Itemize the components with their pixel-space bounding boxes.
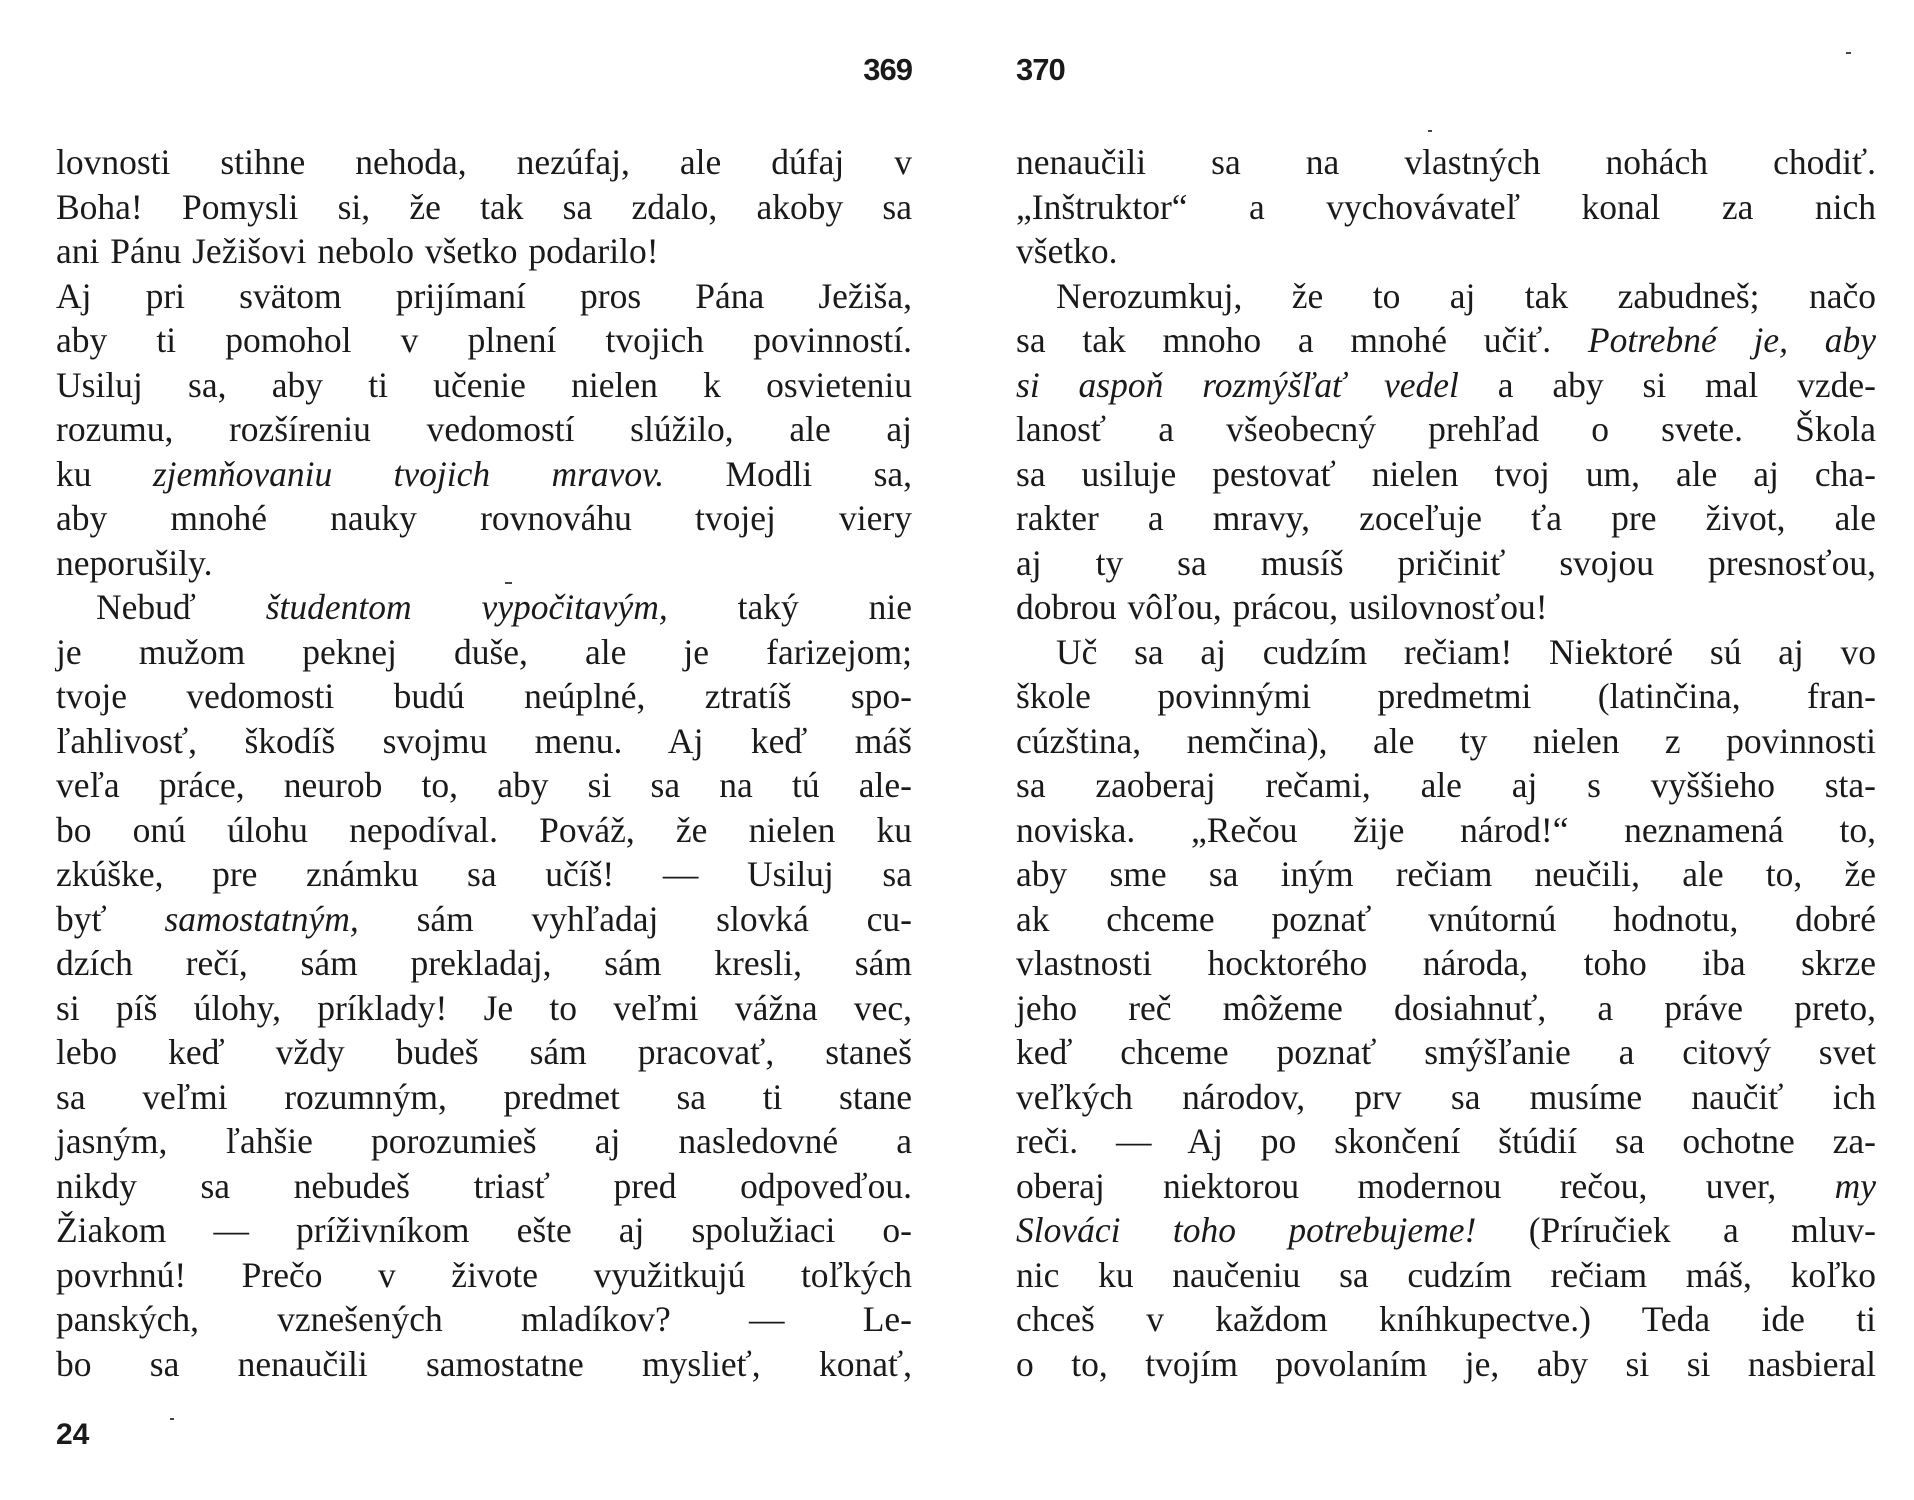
italic-phrase: Slováci toho potrebujeme! [1016, 1210, 1477, 1250]
paragraph-start-line: Uč sa aj cudzím rečiam! Niektoré sú aj vo [1056, 631, 1876, 672]
text-line: o to, tvojím povolaním je, aby si si nasbieral [1016, 1343, 1876, 1384]
printer-signature-mark: 24 [56, 1418, 90, 1451]
text-fragment: sa tak mnoho a mnohé učiť. [1016, 320, 1588, 360]
page-number-right: 370 [1016, 52, 1065, 87]
text-line: lebo keď vždy budeš sám pracovať, staneš [56, 1032, 912, 1072]
text-fragment: byť [56, 898, 165, 939]
text-line: sa veľmi rozumným, predmet sa ti stane [56, 1076, 912, 1117]
text-line: vlastnosti hocktorého národa, toho iba skrze [1016, 943, 1876, 983]
text-line: ľahlivosť, škodíš svojmu menu. Aj keď máš [56, 720, 912, 761]
text-line: tvoje vedomosti budú neúplné, ztratíš spo- [56, 676, 912, 716]
text-line: Usiluj sa, aby ti učenie nielen k osvieteniu [56, 364, 912, 405]
text-line: aj ty sa musíš pričiniť svojou presnosťou, [1016, 542, 1876, 583]
text-line [1016, 363, 1876, 408]
text-line: aby mnohé nauky rovnováhu tvojej viery [56, 498, 912, 538]
print-speck [170, 1418, 174, 1420]
text-line: Aj pri svätom prijímaní pros Pána Ježiša, [56, 275, 912, 316]
text-line: jasným, ľahšie porozumieš aj nasledovné a [56, 1121, 912, 1161]
text-line [56, 452, 912, 497]
italic-phrase: zjemňovaniu tvojich mravov. [152, 453, 665, 494]
left-page [56, 0, 912, 1500]
text-line: lanosť a všeobecný prehľad o svete. Škola [1016, 409, 1876, 449]
text-line: zkúške, pre známku sa učíš! — Usiluj sa [56, 854, 912, 894]
text-line: všetko. [1016, 231, 1118, 271]
text-line: nikdy sa nebudeš triasť pred odpoveďou. [56, 1165, 912, 1206]
text-fragment: Modli sa, [664, 453, 913, 494]
text-line: ak chceme poznať vnútornú hodnotu, dobré [1016, 898, 1876, 939]
text-line: rozumu, rozšíreniu vedomostí slúžilo, ale aj [56, 409, 912, 449]
text-line: veľa práce, neurob to, aby si sa na tú ale- [56, 765, 912, 805]
text-line: dobrou vôľou, prácou, usilovnosťou! [1016, 587, 1548, 627]
text-line: jeho reč môžeme dosiahnuť, a práve preto, [1016, 987, 1876, 1028]
text-line: reči. — Aj po skončení štúdií sa ochotne za- [1016, 1121, 1876, 1161]
text-line: Žiakom — príživníkom ešte aj spolužiaci o- [56, 1210, 912, 1250]
text-line: noviska. „Rečou žije národ!“ neznamená to, [1016, 809, 1876, 850]
text-line: veľkých národov, prv sa musíme naučiť ich [1016, 1076, 1876, 1117]
text-line: panských, vznešených mladíkov? — Le- [56, 1299, 912, 1339]
paragraph-start-line: Nerozumkuj, že to aj tak zabudneš; načo [1056, 275, 1876, 316]
print-speck [1428, 130, 1432, 132]
text-fragment: ku [56, 453, 153, 494]
text-fragment: (Príručiek a mluv- [1476, 1210, 1876, 1250]
text-line: nenaučili sa na vlastných nohách chodiť. [1016, 142, 1876, 182]
print-speck [1846, 52, 1851, 54]
text-line: lovnosti stihne nehoda, nezúfaj, ale dúfaj v [56, 142, 912, 182]
text-line: chceš v každom kníhkupectve.) Teda ide ti [1016, 1299, 1876, 1339]
text-fragment: taký nie [667, 587, 912, 627]
text-line: sa zaoberaj rečami, ale aj s vyššieho sta- [1016, 765, 1876, 805]
text-line: Boha! Pomysli si, že tak sa zdalo, akoby sa [56, 186, 912, 227]
text-line: „Inštruktor“ a vychovávateľ konal za nich [1016, 186, 1876, 227]
text-line: bo onú úlohu nepodíval. Pováž, že nielen ku [56, 809, 912, 850]
text-line: škole povinnými predmetmi (latinčina, fran- [1016, 676, 1876, 716]
text-fragment: a aby si mal vzde- [1458, 364, 1876, 405]
text-line: nic ku naučeniu sa cudzím rečiam máš, koľko [1016, 1254, 1876, 1295]
right-page [1016, 0, 1876, 1500]
right-page-body [1016, 140, 1876, 1386]
italic-phrase: si aspoň rozmýšľať vedel [1016, 364, 1459, 405]
text-line: keď chceme poznať smýšľanie a citový svet [1016, 1032, 1876, 1072]
text-line: si píš úlohy, príklady! Je to veľmi vážna vec, [56, 987, 912, 1028]
italic-phrase: Potrebné je, aby [1587, 320, 1877, 360]
text-line: rakter a mravy, zoceľuje ťa pre život, ale [1016, 498, 1876, 538]
text-line: povrhnú! Prečo v živote využitkujú toľkých [56, 1254, 912, 1295]
paragraph-start-line [56, 585, 912, 630]
text-line: sa usiluje pestovať nielen tvoj um, ale aj cha- [1016, 453, 1876, 494]
text-line: aby sme sa iným rečiam neučili, ale to, že [1016, 854, 1876, 894]
italic-phrase: študentom vypočitavým, [265, 587, 668, 627]
print-speck [505, 582, 512, 584]
text-line: je mužom peknej duše, ale je farizejom; [56, 631, 912, 672]
text-fragment: sám vyhľadaj slovká cu- [358, 898, 912, 939]
text-fragment: Nebuď [96, 587, 266, 627]
text-line [1016, 1208, 1876, 1253]
text-line: ani Pánu Ježišovi nebolo všetko podarilo! [56, 231, 659, 271]
text-line [1016, 1164, 1876, 1209]
left-page-body [56, 140, 912, 1386]
text-line [56, 897, 912, 942]
page-number-left: 369 [863, 52, 912, 87]
text-line: bo sa nenaučili samostatne myslieť, konať, [56, 1343, 912, 1384]
text-line [1016, 318, 1876, 363]
text-line: aby ti pomohol v plnení tvojich povinností. [56, 320, 912, 360]
text-line: neporušily. [56, 542, 213, 583]
text-line: dzích rečí, sám prekladaj, sám kresli, sám [56, 943, 912, 983]
italic-phrase: samostatným, [164, 898, 359, 939]
text-line: cúzština, nemčina), ale ty nielen z povinnosti [1016, 720, 1876, 761]
text-fragment: oberaj niektorou modernou rečou, uver, [1016, 1165, 1835, 1206]
italic-phrase: my [1834, 1165, 1876, 1206]
